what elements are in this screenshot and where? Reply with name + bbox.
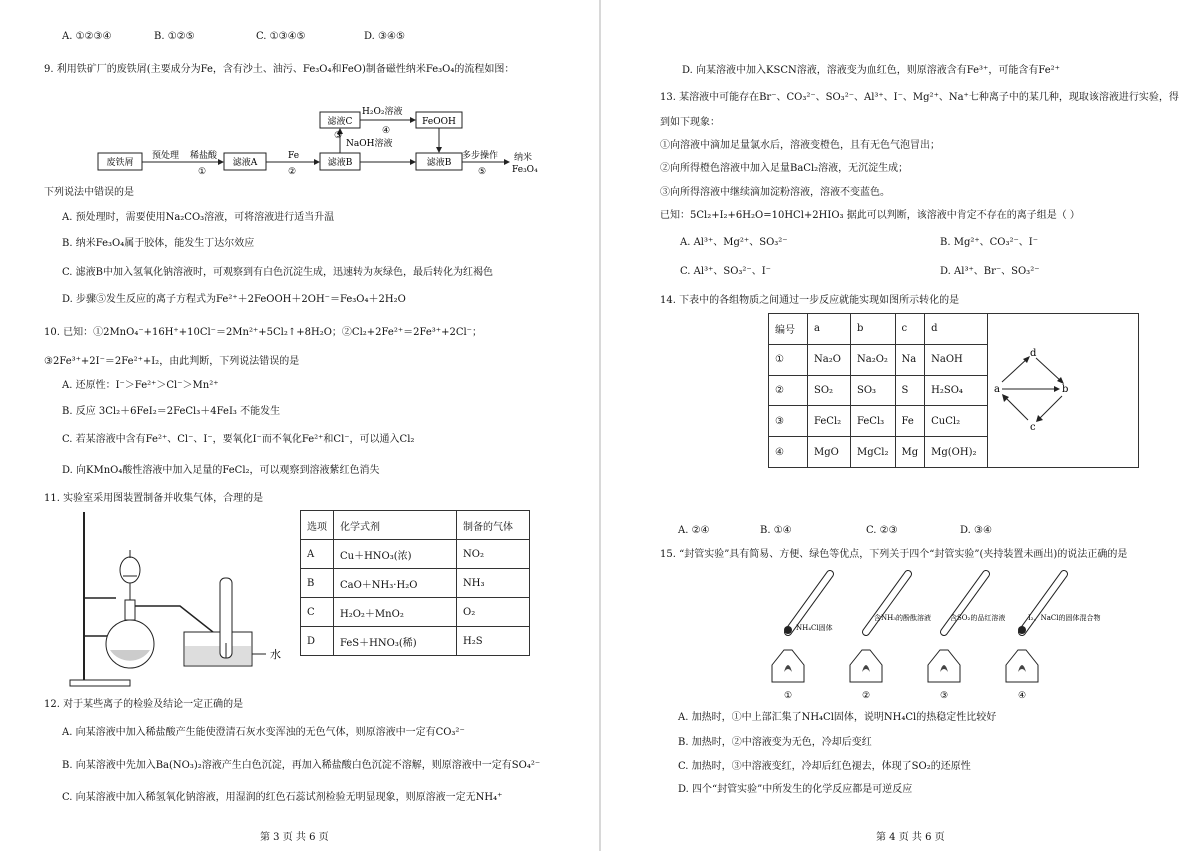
- flow-node-filtrate-c: 滤液C: [327, 117, 353, 127]
- q14-table: [768, 313, 1139, 468]
- q13-observation-3: ③向所得溶液中继续滴加淀粉溶液，溶液不变蓝色。: [660, 187, 890, 198]
- q10-stem-1: 10. 已知：①2MnO₄⁻+16H⁺+10Cl⁻＝2Mn²⁺+5Cl₂↑+8H₂O；②Cl₂+2Fe²⁺＝2Fe³⁺+2Cl⁻；: [44, 327, 482, 338]
- cell: A: [301, 540, 334, 569]
- q13-option-b: B. Mg²⁺、CO₃²⁻、I⁻: [940, 237, 1039, 248]
- q15-stem: 15. “封管实验”具有简易、方便、绿色等优点，下列关于四个“封管实验”(夹持装置未画出)的说法正确的是: [660, 549, 1128, 560]
- cell: CaO＋NH₃·H₂O: [334, 569, 457, 598]
- q8-option-d: D. ③④⑤: [364, 31, 405, 42]
- q13-stem-2: 到如下现象：: [660, 117, 720, 128]
- cell: ③: [769, 406, 808, 437]
- q10-option-c: C. 若某溶液中含有Fe²⁺、Cl⁻、I⁻，要氧化I⁻而不氧化Fe²⁺和Cl⁻，可以通入Cl₂: [62, 434, 415, 445]
- flow-step-3: ③: [334, 131, 343, 141]
- q12-option-d: D. 向某溶液中加入KSCN溶液，溶液变为血红色，则原溶液含有Fe³⁺，可能含有Fe²⁺: [682, 65, 1060, 76]
- q12-option-b: B. 向某溶液中先加入Ba(NO₃)₂溶液产生白色沉淀，再加入稀盐酸白色沉淀不溶解，则原溶液中一定有SO₄²⁻: [62, 760, 541, 771]
- flow-step-4: ④: [382, 126, 391, 136]
- cell: C: [301, 598, 334, 627]
- node-d: d: [1030, 348, 1037, 359]
- q11-apparatus: [70, 508, 290, 698]
- tube-4: [1006, 574, 1100, 701]
- q15-option-a: A. 加热时，①中上部汇集了NH₄Cl固体，说明NH₄Cl的热稳定性比较好: [678, 712, 997, 723]
- flow-node-filtrate-b2: 滤液B: [426, 158, 452, 168]
- flow-node-filtrate-b: 滤液B: [327, 158, 353, 168]
- cell: FeS＋HNO₃(稀): [334, 627, 457, 656]
- tube-number-1: ①: [784, 691, 793, 701]
- cell: FeCl₃: [851, 406, 896, 437]
- flow-output-fe3o4: Fe₃O₄: [512, 165, 538, 175]
- cell: Na: [895, 344, 925, 375]
- page-number-left: 第 3 页 共 6 页: [260, 832, 329, 843]
- q14-option-b: B. ①④: [760, 525, 792, 536]
- q9-option-c: C. 滤液B中加入氢氧化钠溶液时，可观察到有白色沉淀生成，迅速转为灰绿色，最后转化为红褐色: [62, 267, 494, 278]
- q14-header-d: d: [925, 314, 988, 345]
- flow-node-feooh: FeOOH: [422, 117, 456, 127]
- node-b: b: [1062, 384, 1069, 395]
- tube-label-3: 含SO₂的品红溶液: [950, 614, 1006, 622]
- tube-2: [850, 574, 931, 701]
- table-row: [301, 627, 530, 656]
- q9-option-b: B. 纳米Fe₃O₄属于胶体，能发生丁达尔效应: [62, 238, 255, 249]
- flow-output-nano: 纳米: [514, 153, 533, 163]
- q15-option-d: D. 四个“封管实验”中所发生的化学反应都是可逆反应: [678, 784, 913, 795]
- q13-stem-1: 13. 某溶液中可能存在Br⁻、CO₃²⁻、SO₃²⁻、Al³⁺、I⁻、Mg²⁺、Na⁺七种离子中的某几种，现取该溶液进行实验，得: [660, 92, 1179, 103]
- q9-question: 下列说法中错误的是: [44, 187, 134, 198]
- q15-option-c: C. 加热时，③中溶液变红，冷却后红色褪去，体现了SO₂的还原性: [678, 761, 971, 772]
- flow-label-pretreat: 预处理: [152, 151, 180, 161]
- cell: Cu＋HNO₃(浓): [334, 540, 457, 569]
- cell: Na₂O: [808, 344, 851, 375]
- q15-option-b: B. 加热时，②中溶液变为无色，冷却后变红: [678, 737, 872, 748]
- flow-node-filtrate-a: 滤液A: [232, 158, 258, 168]
- water-label: 水: [270, 648, 281, 661]
- table-row: [301, 540, 530, 569]
- cell: ②: [769, 375, 808, 406]
- q11-header-gas: 制备的气体: [457, 511, 530, 540]
- flow-step-1: ①: [198, 167, 207, 177]
- q10-stem-2: ③2Fe³⁺+2I⁻＝2Fe²⁺+I₂，由此判断，下列说法错误的是: [44, 356, 300, 367]
- cell: H₂S: [457, 627, 530, 656]
- tube-label-1: NH₄Cl固体: [796, 624, 833, 632]
- q8-option-a: A. ①②③④: [62, 31, 112, 42]
- q9-flowchart: [90, 100, 550, 190]
- tube-label-4: I₂、NaCl的固体混合物: [1028, 614, 1101, 622]
- cell: ①: [769, 344, 808, 375]
- node-c: c: [1030, 422, 1036, 433]
- flow-label-h2o2: H₂O₂溶液: [362, 107, 403, 117]
- cell: MgCl₂: [851, 437, 896, 468]
- cell: H₂O₂＋MnO₂: [334, 598, 457, 627]
- cell: MgO: [808, 437, 851, 468]
- left-page: [20, 0, 580, 851]
- q11-table: [300, 510, 530, 656]
- q14-header-number: 编号: [769, 314, 808, 345]
- cell: SO₂: [808, 375, 851, 406]
- tube-3: [928, 574, 1005, 701]
- tube-number-2: ②: [862, 691, 871, 701]
- table-row: [301, 598, 530, 627]
- cell: O₂: [457, 598, 530, 627]
- q8-option-c: C. ①③④⑤: [256, 31, 306, 42]
- cell: S: [895, 375, 925, 406]
- cell: Fe: [895, 406, 925, 437]
- q14-header-c: c: [895, 314, 925, 345]
- q8-option-b: B. ①②⑤: [154, 31, 195, 42]
- q13-observation-1: ①向溶液中滴加足量氯水后，溶液变橙色，且有无色气泡冒出；: [660, 140, 940, 151]
- page-fold: [599, 0, 601, 851]
- q13-option-c: C. Al³⁺、SO₃²⁻、I⁻: [680, 266, 771, 277]
- tube-number-4: ④: [1018, 691, 1027, 701]
- cell: H₂SO₄: [925, 375, 988, 406]
- table-row: [301, 569, 530, 598]
- q10-option-a: A. 还原性：I⁻＞Fe²⁺＞Cl⁻＞Mn²⁺: [62, 380, 219, 391]
- q9-option-d: D. 步骤⑤发生反应的离子方程式为Fe²⁺＋2FeOOH＋2OH⁻＝Fe₃O₄＋2H₂O: [62, 294, 406, 305]
- q14-option-a: A. ②④: [678, 525, 710, 536]
- q13-option-a: A. Al³⁺、Mg²⁺、SO₃²⁻: [680, 237, 788, 248]
- tube-label-2: 含NH₃的酚酞溶液: [874, 614, 932, 622]
- cell: B: [301, 569, 334, 598]
- flow-node-waste-iron: 废铁屑: [106, 158, 134, 168]
- q11-header-option: 选项: [301, 511, 334, 540]
- node-a: a: [994, 384, 1001, 395]
- cell: SO₃: [851, 375, 896, 406]
- q14-header-b: b: [851, 314, 896, 345]
- flow-label-fe: Fe: [288, 151, 300, 161]
- cell: Na₂O₂: [851, 344, 896, 375]
- q9-option-a: A. 预处理时，需要使用Na₂CO₃溶液，可将溶液进行适当升温: [62, 212, 335, 223]
- q10-option-d: D. 向KMnO₄酸性溶液中加入足量的FeCl₂，可以观察到溶液紫红色消失: [62, 465, 380, 476]
- flow-label-naoh: NaOH溶液: [346, 139, 393, 149]
- flow-step-5: ⑤: [478, 167, 487, 177]
- q14-option-c: C. ②③: [866, 525, 898, 536]
- tube-1: [772, 574, 833, 701]
- q11-header-reagent: 化学式剂: [334, 511, 457, 540]
- q13-known: 已知：5Cl₂+I₂+6H₂O=10HCl+2HIO₃ 据此可以判断，该溶液中肯定不存在的离子组是（ ）: [660, 210, 1080, 221]
- cell: Mg: [895, 437, 925, 468]
- flow-step-2: ②: [288, 167, 297, 177]
- q12-option-c: C. 向某溶液中加入稀氢氧化钠溶液，用湿润的红色石蕊试剂检验无明显现象，则原溶液一定无NH₄⁺: [62, 792, 503, 803]
- q13-option-d: D. Al³⁺、Br⁻、SO₃²⁻: [940, 266, 1040, 277]
- q15-tube-experiments: [770, 570, 1101, 705]
- q12-stem: 12. 对于某些离子的检验及结论一定正确的是: [44, 699, 244, 710]
- cell: CuCl₂: [925, 406, 988, 437]
- q14-conversion-diagram: [988, 314, 1138, 464]
- cell: NO₂: [457, 540, 530, 569]
- cell: D: [301, 627, 334, 656]
- q14-diagram-cell: [988, 314, 1139, 468]
- q14-option-d: D. ③④: [960, 525, 992, 536]
- q12-option-a: A. 向某溶液中加入稀盐酸产生能使澄清石灰水变浑浊的无色气体，则原溶液中一定有CO₃²⁻: [62, 727, 465, 738]
- q14-header-a: a: [808, 314, 851, 345]
- cell: ④: [769, 437, 808, 468]
- tube-number-3: ③: [940, 691, 949, 701]
- q11-stem: 11. 实验室采用图装置制备并收集气体，合理的是: [44, 493, 264, 504]
- flow-label-hcl: 稀盐酸: [190, 151, 218, 161]
- q10-option-b: B. 反应 3Cl₂＋6FeI₂＝2FeCl₃＋4FeI₃ 不能发生: [62, 406, 281, 417]
- q9-stem: 9. 利用铁矿厂的废铁屑(主要成分为Fe，含有沙土、油污、Fe₃O₄和FeO)制备磁性纳米Fe₃O₄的流程如图：: [44, 64, 515, 75]
- page-number-right: 第 4 页 共 6 页: [876, 832, 945, 843]
- right-page: [620, 0, 1180, 851]
- q14-stem: 14. 下表中的各组物质之间通过一步反应就能实现如图所示转化的是: [660, 295, 960, 306]
- cell: NH₃: [457, 569, 530, 598]
- cell: FeCl₂: [808, 406, 851, 437]
- cell: NaOH: [925, 344, 988, 375]
- flow-label-multistep: 多步操作: [462, 151, 499, 161]
- cell: Mg(OH)₂: [925, 437, 988, 468]
- q13-observation-2: ②向所得橙色溶液中加入足量BaCl₂溶液，无沉淀生成；: [660, 163, 909, 174]
